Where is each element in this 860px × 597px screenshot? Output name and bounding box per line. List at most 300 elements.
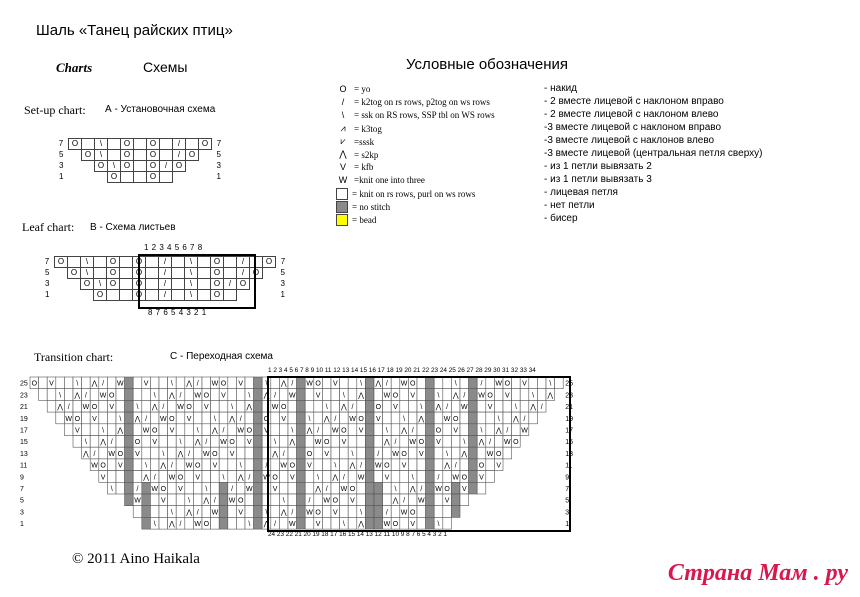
stitch-symbol: W — [383, 392, 391, 400]
stitch-symbol: \ — [274, 439, 277, 447]
stitch-symbol: ⋀ — [332, 474, 339, 482]
stitch-cell — [159, 436, 168, 448]
legend-ru: - бисер — [544, 213, 578, 224]
transition-repeat-box — [267, 376, 571, 532]
stitch-symbol: V — [246, 439, 252, 447]
stitch-symbol: \ — [308, 415, 311, 423]
stitch-symbol: V — [212, 462, 218, 470]
stitch-cell — [159, 377, 168, 389]
stitch-cell: O — [211, 290, 224, 301]
stitch-symbol: \ — [532, 392, 535, 400]
stitch-symbol: ⋀ — [229, 415, 235, 423]
legend-ru: - накид — [544, 83, 577, 94]
stitch-symbol: V — [341, 439, 347, 447]
transition-top-numbers: 1 2 3 4 5 6 7 8 9 10 11 12 13 14 15 16 17 18 19 20 21 22 23 24 25 26 27 28 29 30 31 32 33 34 — [268, 367, 536, 374]
stitch-cell — [133, 424, 142, 436]
stitch-symbol: W — [349, 415, 356, 423]
stitch-symbol: / — [222, 427, 225, 435]
stitch-symbol: V — [152, 439, 158, 447]
stitch-symbol: V — [461, 486, 467, 493]
stitch-symbol: W — [417, 497, 425, 505]
stitch-cell — [116, 400, 125, 412]
stitch-symbol: \ — [497, 415, 500, 423]
legend-ru: - 2 вместе лицевой с наклоном влево — [544, 109, 719, 120]
setup-chart — [54, 138, 226, 183]
stitch-cell — [211, 389, 220, 401]
stitch-cell — [228, 471, 237, 483]
stitch-cell — [134, 161, 147, 172]
stitch-cell — [193, 400, 202, 412]
row-number: 5 — [216, 150, 221, 159]
leaf-repeat-box — [138, 254, 256, 309]
stitch-symbol: ⋀ — [151, 404, 158, 412]
stitch-cell — [185, 482, 194, 494]
stitch-cell — [245, 377, 254, 389]
stitch-cell — [69, 150, 82, 161]
stitch-symbol: \ — [282, 497, 285, 505]
stitch-cell — [82, 161, 95, 172]
stitch-symbol: O — [461, 474, 468, 482]
stitch-symbol: V — [289, 474, 295, 482]
stitch-symbol: / — [153, 474, 156, 482]
stitch-cell: O — [121, 161, 134, 172]
stitch-cell — [254, 389, 263, 401]
setup-label-en: Set-up chart: — [24, 103, 86, 117]
stitch-symbol: V — [178, 486, 183, 493]
row-number: 25 — [565, 380, 573, 388]
stitch-symbol: V — [504, 392, 510, 400]
stitch-cell — [82, 412, 91, 424]
row-number: 17 — [20, 427, 28, 435]
stitch-cell — [99, 400, 108, 412]
stitch-cell — [99, 412, 108, 424]
stitch-symbol: / — [351, 404, 354, 412]
stitch-cell: O — [107, 268, 120, 279]
stitch-symbol: W — [168, 474, 176, 482]
stitch-symbol: ⋀ — [461, 450, 468, 458]
stitch-cell — [68, 290, 81, 301]
legend-en: =sssk — [354, 136, 375, 147]
stitch-symbol: \ — [248, 521, 251, 529]
stitch-cell — [176, 412, 185, 424]
stitch-cell: / — [237, 268, 250, 279]
stitch-symbol: V — [109, 404, 115, 412]
stitch-cell — [193, 412, 202, 424]
stitch-cell: O — [69, 139, 82, 150]
stitch-symbol: ⋀ — [212, 427, 218, 435]
stitch-cell — [211, 471, 220, 483]
stitch-symbol: V — [358, 427, 364, 435]
stitch-symbol: V — [117, 462, 123, 470]
stitch-symbol: / — [463, 392, 466, 400]
stitch-symbol: ⋀ — [452, 392, 459, 400]
stitch-symbol: ⋀ — [435, 404, 442, 412]
stitch-cell — [202, 506, 211, 518]
stitch-symbol: \ — [170, 380, 173, 388]
stitch-symbol: O — [306, 450, 313, 458]
stitch-symbol: O — [160, 486, 167, 493]
stitch-symbol: O — [478, 462, 485, 470]
row-number: 1 — [20, 521, 24, 529]
legend-ru: - нет петли — [544, 200, 595, 211]
stitch-cell — [228, 377, 237, 389]
legend-item — [336, 188, 475, 200]
stitch-cell — [202, 377, 211, 389]
stitch-cell — [133, 389, 142, 401]
stitch-cell — [159, 517, 168, 529]
stitch-cell — [120, 257, 133, 268]
stitch-cell: O — [107, 279, 120, 290]
stitch-symbol: \ — [76, 380, 79, 388]
stitch-symbol: ⋀ — [57, 404, 63, 412]
stitch-symbol: \ — [170, 509, 173, 517]
stitch-symbol: V — [375, 415, 381, 423]
stitch-symbol: / — [196, 509, 199, 517]
stitch-symbol: \ — [342, 521, 345, 529]
stitch-cell — [211, 436, 220, 448]
stitch-cell — [120, 279, 133, 290]
stitch-cell — [254, 400, 263, 412]
stitch-cell — [236, 389, 245, 401]
stitch-symbol: \ — [136, 404, 139, 412]
stitch-symbol: O — [504, 380, 511, 388]
row-number: 7 — [565, 486, 570, 493]
stitch-symbol: \ — [239, 462, 242, 470]
row-number: 17 — [565, 427, 573, 435]
stitch-symbol: ⋀ — [263, 521, 270, 529]
stitch-cell: \ — [108, 161, 121, 172]
stitch-symbol: V — [186, 415, 192, 423]
stitch-symbol: V — [49, 380, 54, 388]
stitch-symbol: O — [117, 450, 124, 458]
stitch-cell — [202, 459, 211, 471]
stitch-symbol: O — [392, 521, 399, 529]
stitch-cell — [142, 436, 151, 448]
row-number: 7 — [280, 257, 286, 266]
stitch-cell — [150, 412, 159, 424]
stitch-symbol: / — [188, 450, 191, 458]
stitch-symbol: W — [211, 380, 219, 388]
legend-ru: - из 1 петли вывязать 3 — [544, 174, 652, 185]
stitch-symbol: W — [409, 439, 417, 447]
stitch-cell — [199, 172, 212, 183]
row-number: 3 — [45, 279, 50, 288]
stitch-cell — [142, 494, 151, 506]
stitch-symbol: W — [142, 427, 150, 435]
stitch-symbol: O — [323, 439, 330, 447]
stitch-cell — [228, 389, 237, 401]
stitch-symbol: O — [315, 380, 321, 388]
stitch-symbol: ⋀ — [401, 427, 407, 435]
legend-item — [336, 162, 373, 172]
stitch-symbol: ⋀ — [186, 509, 192, 517]
stitch-symbol: / — [265, 462, 268, 470]
stitch-symbol: \ — [437, 521, 440, 529]
stitch-cell: O — [237, 279, 250, 290]
stitch-symbol: O — [401, 450, 407, 458]
legend-ru: -3 вместе лицевой с наклонов влево — [544, 135, 715, 146]
legend-item — [336, 97, 490, 107]
stitch-symbol: \ — [205, 486, 208, 493]
stitch-symbol: \ — [480, 427, 483, 435]
stitch-cell — [254, 482, 263, 494]
row-number: 1 — [59, 172, 64, 181]
stitch-symbol: O — [358, 415, 364, 423]
stitch-cell: \ — [185, 268, 198, 279]
row-number: 21 — [20, 404, 28, 412]
stitch-cell — [116, 436, 125, 448]
stitch-symbol: ⋀ — [495, 427, 502, 435]
row-number: 5 — [280, 268, 285, 277]
stitch-symbol: O — [332, 497, 339, 505]
stitch-symbol: / — [489, 439, 492, 447]
page-title: Шаль «Танец райских птиц» — [36, 22, 233, 39]
stitch-cell: O — [121, 150, 134, 161]
stitch-symbol: / — [205, 439, 208, 447]
stitch-symbol: \ — [360, 509, 363, 517]
stitch-symbol: W — [288, 521, 296, 529]
stitch-cell — [219, 447, 228, 459]
stitch-symbol: V — [393, 404, 398, 412]
stitch-cell — [47, 389, 56, 401]
stitch-symbol: \ — [463, 439, 466, 447]
stitch-symbol: O — [212, 450, 218, 458]
stitch-symbol: O — [444, 486, 450, 493]
stitch-symbol: ⋀ — [169, 392, 175, 400]
stitch-symbol: W — [99, 392, 107, 400]
stitch-symbol: / — [274, 392, 277, 400]
stitch-cell: \ — [185, 290, 198, 301]
stitch-symbol: W — [400, 380, 408, 388]
stitch-cell — [219, 494, 228, 506]
stitch-symbol: \ — [265, 380, 268, 388]
stitch-symbol: O — [220, 380, 227, 388]
row-number: 9 — [565, 474, 570, 482]
stitch-symbol: V — [238, 380, 244, 388]
stitch-symbol: / — [334, 415, 337, 423]
transition-label-ru: С - Переходная схема — [170, 351, 273, 362]
stitch-cell: O — [107, 257, 120, 268]
stitch-symbol: / — [377, 450, 380, 458]
stitch-cell: \ — [95, 150, 108, 161]
row-number: 23 — [565, 392, 573, 400]
stitch-symbol: W — [245, 486, 253, 493]
stitch-symbol: ⋀ — [280, 509, 287, 517]
stitch-symbol: \ — [334, 462, 337, 470]
row-number: 11 — [565, 462, 573, 470]
stitch-symbol: ⋀ — [246, 404, 253, 412]
stitch-symbol: \ — [549, 380, 552, 388]
stitch-cell — [186, 139, 199, 150]
stitch-cell — [94, 257, 107, 268]
stitch-cell — [125, 400, 134, 412]
stitch-symbol: O — [74, 415, 81, 423]
stitch-cell: O — [147, 161, 160, 172]
stitch-symbol: V — [92, 415, 97, 423]
stitch-cell — [263, 279, 276, 290]
stitch-cell — [159, 471, 168, 483]
stitch-cell — [254, 517, 263, 529]
stitch-symbol: / — [308, 497, 311, 505]
stitch-symbol: ⋀ — [375, 380, 382, 388]
stitch-symbol: O — [194, 462, 201, 470]
stitch-symbol: ⋀ — [272, 450, 278, 458]
stitch-symbol: ⋀ — [478, 439, 485, 447]
stitch-symbol: V — [135, 450, 140, 458]
stitch-symbol: ⋀ — [306, 427, 313, 435]
row-number: 11 — [20, 462, 28, 470]
stitch-symbol: W — [443, 415, 451, 423]
stitch-cell — [185, 517, 194, 529]
stitch-symbol: O — [513, 439, 519, 447]
stitch-symbol: / — [394, 439, 397, 447]
stitch-cell: O — [211, 279, 224, 290]
stitch-symbol: \ — [403, 415, 406, 423]
stitch-symbol: \ — [446, 450, 449, 458]
stitch-symbol: / — [179, 392, 182, 400]
stitch-cell — [107, 412, 116, 424]
stitch-cell — [186, 172, 199, 183]
stitch-symbol: W — [323, 497, 331, 505]
stitch-cell — [176, 377, 185, 389]
schemes-heading: Схемы — [143, 59, 188, 75]
stitch-cell — [150, 447, 159, 459]
stitch-cell — [107, 459, 116, 471]
stitch-symbol: W — [478, 392, 485, 400]
stitch-cell — [82, 139, 95, 150]
stitch-symbol: ⋀ — [177, 450, 184, 458]
stitch-cell: O — [186, 150, 199, 161]
stitch-symbol: W — [306, 380, 313, 388]
transition-label-en: Transition chart: — [34, 350, 114, 364]
stitch-cell: O — [81, 279, 94, 290]
stitch-symbol: O — [341, 427, 347, 435]
stitch-symbol: O — [289, 462, 296, 470]
stitch-cell — [199, 161, 212, 172]
stitch-symbol: ⋀ — [341, 404, 347, 412]
stitch-cell — [108, 150, 121, 161]
stitch-symbol: \ — [188, 497, 191, 505]
stitch-cell: O — [108, 172, 121, 183]
stitch-symbol: / — [170, 462, 173, 470]
stitch-cell — [263, 290, 276, 301]
stitch-cell — [142, 506, 151, 518]
stitch-symbol: ⋀ — [83, 450, 89, 458]
legend-item — [336, 110, 495, 120]
stitch-cell — [94, 268, 107, 279]
stitch-symbol: W — [288, 392, 296, 400]
stitch-cell — [125, 447, 134, 459]
row-number: 23 — [20, 392, 28, 400]
row-number: 3 — [565, 509, 570, 517]
stitch-symbol: W — [383, 521, 391, 529]
stitch-cell — [211, 400, 220, 412]
stitch-symbol: ⋀ — [384, 439, 390, 447]
stitch-cell — [150, 506, 159, 518]
stitch-cell — [134, 150, 147, 161]
stitch-cell — [125, 377, 134, 389]
stitch-symbol: V — [264, 427, 269, 435]
stitch-cell: O — [173, 161, 186, 172]
stitch-symbol: O — [186, 404, 192, 412]
legend-symbol-icon: ⩘ — [340, 123, 346, 133]
stitch-cell: / — [173, 139, 186, 150]
stitch-cell: / — [237, 257, 250, 268]
stitch-cell — [107, 290, 120, 301]
stitch-symbol: ⋀ — [280, 380, 287, 388]
stitch-symbol: / — [411, 427, 414, 435]
stitch-symbol: W — [263, 474, 270, 482]
stitch-symbol: W — [392, 450, 399, 458]
stitch-symbol: W — [400, 509, 408, 517]
stitch-cell — [90, 436, 99, 448]
stitch-cell — [236, 482, 245, 494]
row-number: 7 — [216, 139, 222, 148]
stitch-cell — [82, 424, 91, 436]
stitch-cell: \ — [81, 257, 94, 268]
stitch-cell — [185, 389, 194, 401]
stitch-symbol: O — [246, 427, 253, 435]
stitch-symbol: / — [239, 415, 242, 423]
stitch-cell — [176, 459, 185, 471]
stitch-cell — [168, 400, 177, 412]
stitch-symbol: ⋀ — [91, 380, 98, 388]
legend-symbol-icon: O — [339, 84, 347, 94]
stitch-symbol: O — [315, 509, 321, 517]
stitch-symbol: V — [74, 427, 80, 435]
stitch-cell — [142, 400, 151, 412]
stitch-cell: \ — [94, 279, 107, 290]
stitch-symbol: ⋀ — [349, 462, 356, 470]
stitch-symbol: \ — [514, 404, 517, 412]
stitch-cell — [211, 517, 220, 529]
row-number: 5 — [59, 150, 64, 159]
stitch-cell — [211, 482, 220, 494]
stitch-symbol: W — [314, 439, 322, 447]
stitch-symbol: V — [522, 380, 527, 388]
stitch-cell — [168, 447, 177, 459]
stitch-symbol: V — [272, 486, 278, 493]
stitch-cell: O — [55, 257, 68, 268]
stitch-symbol: / — [179, 521, 182, 529]
row-number: 1 — [280, 290, 285, 299]
row-number: 3 — [20, 509, 24, 517]
stitch-symbol: / — [420, 486, 423, 493]
chart-row — [54, 161, 226, 172]
stitch-symbol: / — [437, 474, 440, 482]
stitch-cell — [142, 517, 151, 529]
setup-label-ru: А - Установочная схема — [105, 104, 216, 115]
stitch-symbol: W — [435, 486, 442, 493]
stitch-symbol: / — [506, 427, 509, 435]
stitch-cell — [186, 161, 199, 172]
stitch-cell — [81, 290, 94, 301]
stitch-symbol: W — [271, 404, 279, 412]
stitch-symbol: ⋀ — [117, 427, 124, 435]
stitch-symbol: \ — [102, 427, 105, 435]
stitch-cell — [254, 424, 263, 436]
stitch-symbol: ⋀ — [143, 474, 149, 482]
stitch-symbol: / — [480, 380, 483, 388]
stitch-symbol: / — [446, 404, 449, 412]
stitch-symbol: V — [410, 392, 416, 400]
legend-symbol-icon: \ — [341, 110, 345, 120]
stitch-symbol: / — [540, 404, 543, 412]
stitch-symbol: ⋀ — [392, 497, 399, 505]
stitch-cell — [120, 290, 133, 301]
stitch-symbol: V — [401, 462, 407, 470]
stitch-cell — [254, 459, 263, 471]
